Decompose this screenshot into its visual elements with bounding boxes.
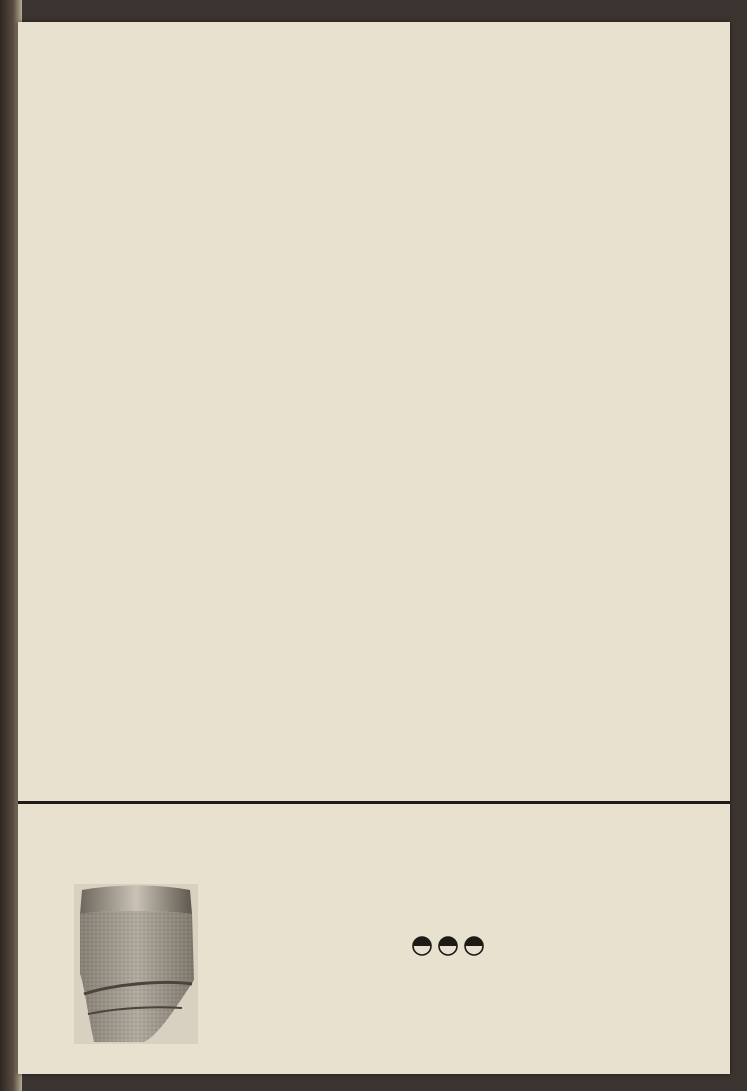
- half-circle-icon: [464, 936, 484, 956]
- half-circle-icon: [412, 936, 432, 956]
- half-circle-icon: [438, 936, 458, 956]
- section-title-vertical: [30, 70, 240, 800]
- girdle-illustration: [74, 884, 198, 1044]
- ad-title: [54, 822, 694, 860]
- correspondence-body: [184, 70, 682, 74]
- ornament-circles: [412, 936, 492, 958]
- advertisement: [18, 804, 730, 1074]
